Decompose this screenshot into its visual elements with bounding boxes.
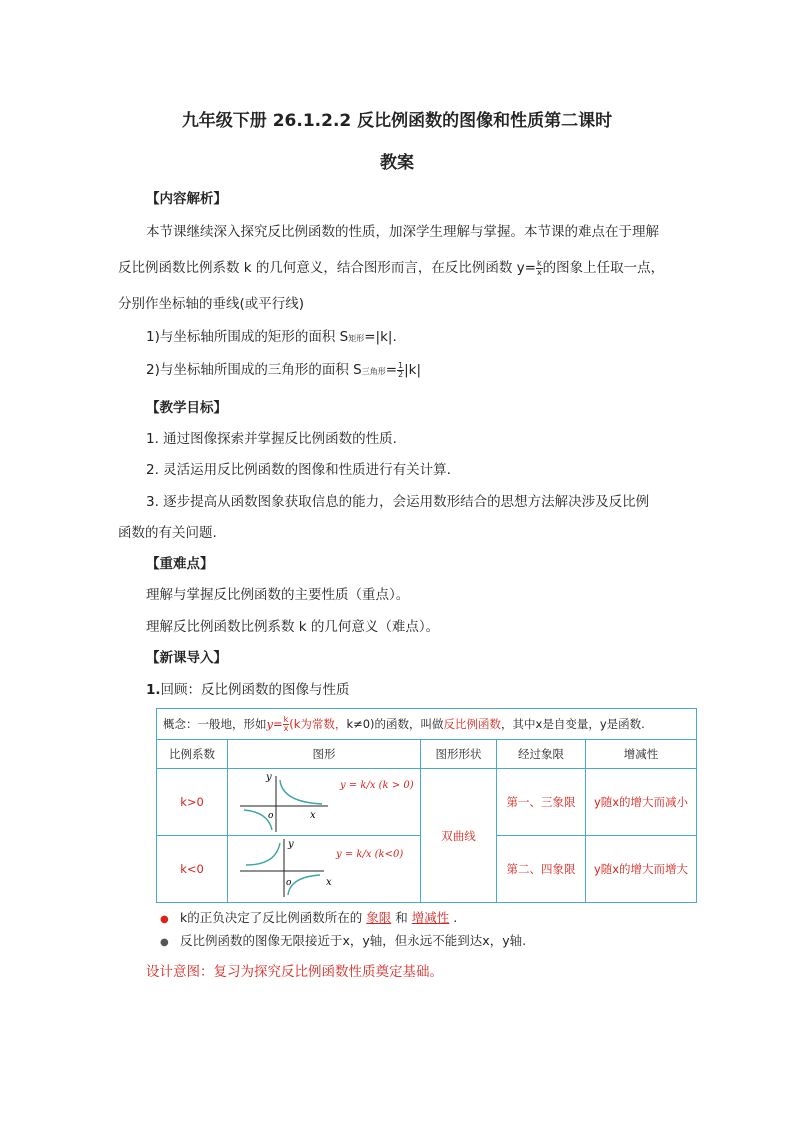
graph-k-positive [228, 770, 418, 834]
header-quadrant: 经过象限 [497, 740, 586, 769]
content-line-2: 反比例函数比例系数 k 的几何意义，结合图形而言，在反比例函数 y= $\frac{k}{x}$ 的图象上任取一点， [118, 258, 665, 277]
header-graph: 图形 [228, 740, 421, 769]
formula-k-positive: y = k/x (k > 0) [340, 780, 414, 791]
half-fraction: $\frac{1}{2}$ [398, 360, 404, 379]
bullet-1: ● k的正负决定了反比例函数所在的 象限 和 增减性 . [160, 910, 458, 925]
curve-q2 [246, 843, 280, 865]
concept-cell: 概念：一般地，形如y= $\frac{k}{x}$ (k为常数，k≠0)的函数，叫做反比例函数，其中x是自变量，y是函数. [157, 709, 697, 740]
axis-y-label: y [288, 839, 294, 850]
row1-coef: k>0 [157, 769, 228, 836]
origin-label: o [286, 878, 292, 888]
goal-3a: 3. 逐步提高从函数图象获取信息的能力，会运用数形结合的思想方法解决涉及反比例 [146, 494, 650, 510]
header-shape: 图形形状 [421, 740, 497, 769]
key-points-heading: 【重难点】 [146, 556, 214, 572]
goal-1: 1. 通过图像探索并掌握反比例函数的性质. [146, 431, 397, 447]
content-line-3: 分别作坐标轴的垂线(或平行线) [118, 296, 305, 312]
row2-graph [228, 836, 421, 903]
shape-cell: 双曲线 [421, 769, 497, 903]
content-item-1: 1)与坐标轴所围成的矩形的面积 S矩形=|k|. [146, 329, 397, 345]
row1-quadrant: 第一、三象限 [497, 769, 586, 836]
intro-heading: 【新课导入】 [146, 650, 227, 666]
review-line: 1.回顾：反比例函数的图像与性质 [146, 682, 350, 698]
page-subtitle: 教案 [380, 153, 414, 173]
bullet-dot-icon: ● [160, 937, 169, 948]
bullet-dot-icon: ● [160, 914, 169, 925]
concept-fraction: $\frac{k}{x}$ [283, 714, 289, 733]
axis-y-label: y [266, 772, 272, 783]
goal-3b: 函数的有关问题. [118, 525, 217, 541]
content-analysis-heading: 【内容解析】 [146, 191, 227, 207]
goal-2: 2. 灵活运用反比例函数的图像和性质进行有关计算. [146, 462, 451, 478]
key-point-2: 理解反比例函数比例系数 k 的几何意义（难点）。 [146, 619, 440, 635]
axis-x-label: x [326, 877, 332, 888]
row2-quadrant: 第二、四象限 [497, 836, 586, 903]
content-item-2: 2)与坐标轴所围成的三角形的面积 S三角形= $\frac{1}{2}$ |k| [146, 360, 422, 379]
curve-q4 [288, 875, 320, 895]
key-point-1: 理解与掌握反比例函数的主要性质（重点）。 [146, 587, 410, 603]
row2-coef: k<0 [157, 836, 228, 903]
origin-label: o [268, 811, 274, 821]
header-trend: 增减性 [586, 740, 697, 769]
graph-k-negative [228, 837, 418, 901]
review-table [156, 708, 697, 903]
row1-graph [228, 769, 421, 836]
header-coef: 比例系数 [157, 740, 228, 769]
bullet-2: ● 反比例函数的图像无限接近于x，y轴，但永远不能到达x，y轴. [160, 933, 527, 948]
design-note: 设计意图：复习为探究反比例函数性质奠定基础。 [146, 964, 443, 980]
row1-trend: y随x的增大而减小 [586, 769, 697, 836]
page-title: 九年级下册 26.1.2.2 反比例函数的图像和性质第二课时 [181, 111, 613, 131]
formula-k-negative: y = k/x (k<0) [336, 849, 404, 860]
curve-q1 [280, 780, 322, 804]
axis-x-label: x [310, 810, 316, 821]
content-line-1: 本节课继续深入探究反比例函数的性质，加深学生理解与掌握。本节课的难点在于理解 [146, 224, 659, 240]
kx-fraction: $\frac{k}{x}$ [536, 258, 542, 277]
row2-trend: y随x的增大而增大 [586, 836, 697, 903]
goals-heading: 【教学目标】 [146, 400, 227, 416]
